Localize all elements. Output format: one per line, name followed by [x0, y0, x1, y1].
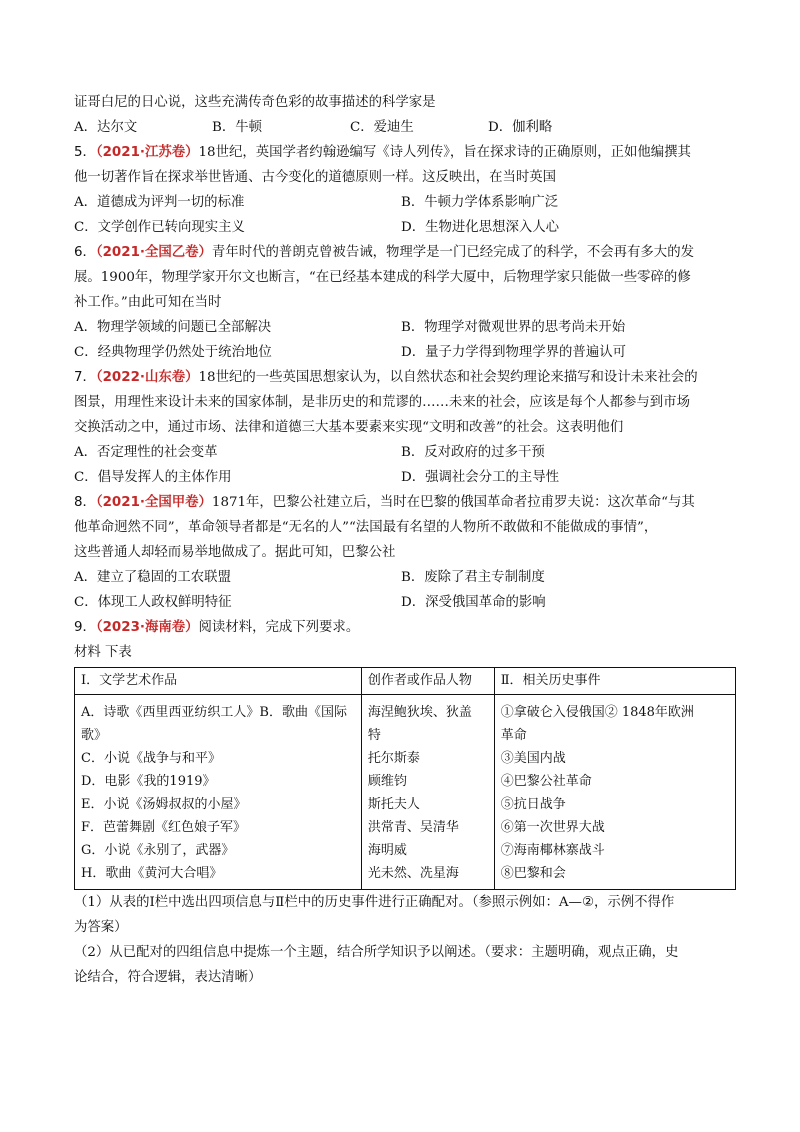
q5-option-c[interactable]: C．文学创作已转向现实主义: [74, 220, 245, 235]
q9-stem-line-1: [74, 615, 734, 640]
creator-line: 光未然、冼星海: [367, 866, 459, 881]
creator-line: 特: [367, 728, 381, 743]
q7-stem-text-1: 18世纪的一些英国思想家认为，以自然状态和社会契约理论来描写和设计未来社会的: [198, 370, 698, 385]
event-line: ⑤抗日战争: [500, 797, 566, 812]
header-historical-events: Ⅱ．相关历史事件: [494, 668, 735, 695]
q9-sub1-line-1: （1）从表的Ⅰ栏中选出四项信息与Ⅱ栏中的历史事件进行正确配对。（参照示例如：A—②，示例不得作: [74, 895, 675, 910]
q8-number: 8．: [74, 495, 96, 510]
q9-material-table: [74, 667, 736, 890]
q8-stem-line-1: [74, 490, 734, 515]
q6-stem-line-1: [74, 240, 734, 265]
q7-stem-line-2: 图景，用理性来设计未来的国家体制，是非历史的和荒谬的……未来的社会，应该是每个人都参与到市场: [74, 395, 690, 410]
q5-option-a[interactable]: A．道德成为评判一切的标准: [74, 195, 245, 210]
col-historical-events: [494, 695, 735, 890]
q6-option-b[interactable]: B．物理学对微观世界的思考尚未开始: [401, 320, 626, 335]
q9-intro: 阅读材料，完成下列要求。: [198, 620, 360, 635]
event-line: ⑥第一次世界大战: [500, 820, 605, 835]
q9-number: 9．: [74, 620, 96, 635]
q5-option-b[interactable]: B．牛顿力学体系影响广泛: [401, 195, 559, 210]
exam-page: [74, 90, 734, 990]
q9-source: （2023·海南卷）: [95, 620, 199, 635]
creator-line: 洪常青、吴清华: [367, 820, 459, 835]
q7-option-d[interactable]: D．强调社会分工的主导性: [401, 470, 560, 485]
q6-stem-text-1: 青年时代的普朗克曾被告诫，物理学是一门已经完成了的科学，不会再有多大的发: [211, 245, 694, 260]
q7-options-row-2: [74, 465, 734, 490]
q8-stem-line-2: 他革命迥然不同”，革命领导者都是“无名的人”“法国最有名望的人物所不敢做和不能做成的事情”，: [74, 520, 658, 535]
q7-number: 7．: [74, 370, 96, 385]
q5-source: （2021·江苏卷）: [95, 145, 199, 160]
q5-option-d[interactable]: D．生物进化思想深入人心: [401, 220, 560, 235]
q5-stem-line-1: [74, 140, 734, 165]
event-line: ①拿破仑入侵俄国② 1848年欧洲: [500, 705, 694, 720]
q9-material-label: 材料 下表: [74, 645, 132, 660]
q5-options-row-1: [74, 190, 734, 215]
creator-line: 顾维钧: [367, 774, 407, 789]
q4-option-d[interactable]: D．伽利略: [488, 120, 553, 135]
q6-source: （2021·全国乙卷）: [95, 245, 212, 260]
q8-options-row-1: [74, 565, 734, 590]
q4-continuation: 证哥白尼的日心说，这些充满传奇色彩的故事描述的科学家是: [74, 95, 436, 110]
q7-option-c[interactable]: C．倡导发挥人的主体作用: [74, 470, 232, 485]
work-line: C．小说《战争与和平》: [81, 751, 221, 766]
q8-source: （2021·全国甲卷）: [95, 495, 212, 510]
q7-option-b[interactable]: B．反对政府的过多干预: [401, 445, 545, 460]
event-line: ⑧巴黎和会: [500, 866, 566, 881]
q7-option-a[interactable]: A．否定理性的社会变革: [74, 445, 218, 460]
event-line: ③美国内战: [500, 751, 566, 766]
q6-options-row-1: [74, 315, 734, 340]
q6-number: 6．: [74, 245, 96, 260]
q6-stem-line-3: 补工作。”由此可知在当时: [74, 295, 222, 310]
q9-sub2-line-2: 论结合，符合逻辑，表达清晰）: [74, 970, 262, 985]
q8-option-c[interactable]: C．体现工人政权鲜明特征: [74, 595, 232, 610]
col-creators: [361, 695, 494, 890]
q7-options-row-1: [74, 440, 734, 465]
q4-options: [74, 115, 734, 140]
q5-number: 5．: [74, 145, 96, 160]
creator-line: 海明威: [367, 843, 407, 858]
work-line: A．诗歌《西里西亚纺织工人》B．歌曲《国际: [81, 705, 347, 720]
header-creators: 创作者或作品人物: [361, 668, 494, 695]
q9-sub2-line-1: （2）从已配对的四组信息中提炼一个主题，结合所学知识予以阐述。（要求：主题明确，观点正确，史: [74, 945, 679, 960]
event-line: ④巴黎公社革命: [500, 774, 592, 789]
q5-options-row-2: [74, 215, 734, 240]
q4-option-c[interactable]: C．爱迪生: [350, 120, 414, 135]
event-line: 革命: [500, 728, 527, 743]
header-literary-works: Ⅰ．文学艺术作品: [75, 668, 362, 695]
creator-line: 斯托夫人: [367, 797, 420, 812]
q4-option-a[interactable]: A．达尔文: [74, 120, 138, 135]
work-line: G．小说《永别了，武器》: [81, 843, 235, 858]
q9-sub1-line-2: 为答案）: [74, 920, 128, 935]
q6-stem-line-2: 展。1900年，物理学家开尔文也断言，“在已经基本建成的科学大厦中，后物理学家只能做一些零碎的修: [74, 270, 691, 285]
q8-option-a[interactable]: A．建立了稳固的工农联盟: [74, 570, 231, 585]
work-line: H．歌曲《黄河大合唱》: [81, 866, 223, 881]
q7-stem-line-1: [74, 365, 734, 390]
work-line: D．电影《我的1919》: [81, 774, 216, 789]
q8-option-b[interactable]: B．废除了君主专制制度: [401, 570, 545, 585]
q6-option-a[interactable]: A．物理学领域的问题已全部解决: [74, 320, 272, 335]
q4-option-b[interactable]: B．牛顿: [212, 120, 263, 135]
q8-options-row-2: [74, 590, 734, 615]
work-line: F．芭蕾舞剧《红色娘子军》: [81, 820, 247, 835]
table-body-row: [75, 695, 736, 890]
q8-option-d[interactable]: D．深受俄国革命的影响: [401, 595, 546, 610]
event-line: ⑦海南椰林寨战斗: [500, 843, 605, 858]
col-literary-works: [75, 695, 362, 890]
q8-stem-line-3: 这些普通人却轻而易举地做成了。据此可知，巴黎公社: [74, 545, 396, 560]
work-line: E．小说《汤姆叔叔的小屋》: [81, 797, 247, 812]
q5-stem-line-2: 他一切著作旨在探求举世皆通、古今变化的道德原则一样。这反映出，在当时英国: [74, 170, 557, 185]
creator-line: 海涅鲍狄埃、狄盖: [367, 705, 472, 720]
q8-stem-text-1: 1871年，巴黎公社建立后，当时在巴黎的俄国革命者拉甫罗夫说：这次革命“与其: [211, 495, 695, 510]
q5-stem-text-1: 18世纪，英国学者约翰逊编写《诗人列传》，旨在探求诗的正确原则，正如他编撰其: [198, 145, 691, 160]
q6-option-d[interactable]: D．量子力学得到物理学界的普遍认可: [401, 345, 626, 360]
creator-line: 托尔斯泰: [367, 751, 420, 766]
table-header-row: [75, 668, 736, 695]
q7-source: （2022·山东卷）: [95, 370, 199, 385]
q7-stem-line-3: 交换活动之中，通过市场、法律和道德三大基本要素来实现“文明和改善”的社会。这表明他们: [74, 420, 624, 435]
q6-options-row-2: [74, 340, 734, 365]
work-line: 歌》: [81, 728, 108, 743]
q6-option-c[interactable]: C．经典物理学仍然处于统治地位: [74, 345, 272, 360]
